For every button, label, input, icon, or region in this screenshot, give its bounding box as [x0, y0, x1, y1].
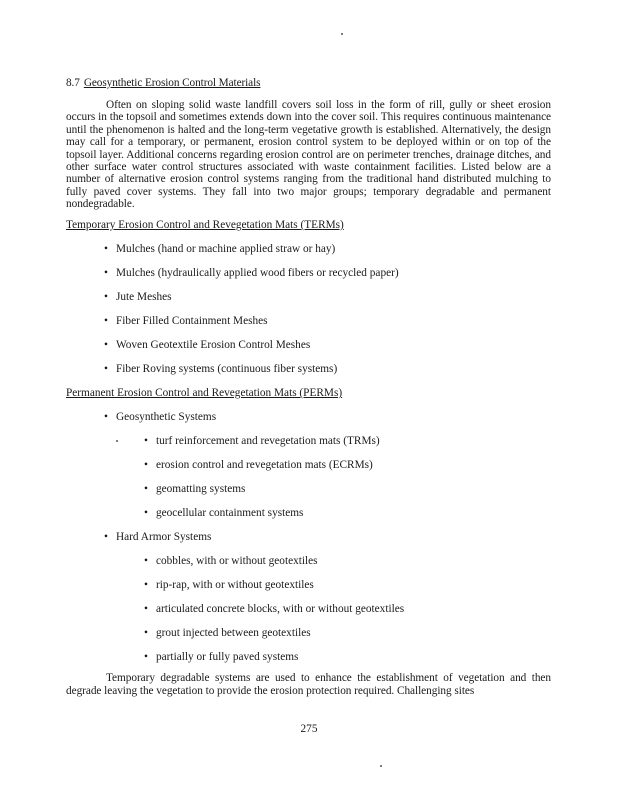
- list-item: [144, 483, 245, 495]
- bullet-icon: •: [104, 267, 108, 279]
- page-number: 275: [300, 723, 318, 735]
- group-label: Hard Armor Systems: [116, 531, 212, 543]
- bullet-icon: •: [104, 363, 108, 375]
- intro-paragraph: Often on sloping solid waste landfill covers soil loss in the form of rill, gully or sheet erosion occurs in the topsoil and sometimes extends down into the cover soil. This requires continuous maintenance until the phenomenon is halted and the long-term vegetative growth is established. Alternatively, the design may call for a temporary, or permanent, erosion control system to be deployed within or on top of the topsoil layer. Additional concerns regarding erosion control are on perimeter trenches, drainage ditches, and other surface water control structures associated with waste containment facilities. Listed below are a number of alternative erosion control systems ranging from the traditional hand distributed mulching to fully paved cover systems. They fall into two major groups; temporary degradable and permanent nondegradable.: [66, 99, 551, 211]
- list-item: [104, 339, 310, 351]
- list-item-label: cobbles, with or without geotextiles: [156, 555, 318, 567]
- list-item: [144, 651, 298, 663]
- list-item: [144, 435, 380, 447]
- scan-speck: [341, 33, 343, 35]
- bullet-icon: •: [144, 483, 148, 495]
- list-item: [104, 243, 335, 255]
- bullet-icon: •: [144, 579, 148, 591]
- list-item-label: rip-rap, with or without geotextiles: [156, 579, 314, 591]
- list-item-label: Mulches (hand or machine applied straw or hay): [116, 243, 336, 255]
- section-heading: [66, 77, 260, 89]
- bullet-icon: •: [144, 555, 148, 567]
- list-group-label: [104, 531, 211, 543]
- bullet-icon: •: [104, 291, 108, 303]
- list-item: [104, 291, 172, 303]
- list-item: [144, 507, 303, 519]
- list-item-label: Woven Geotextile Erosion Control Meshes: [116, 339, 311, 351]
- list-item-label: geomatting systems: [156, 483, 246, 495]
- list-item: [144, 579, 314, 591]
- bullet-icon: •: [104, 243, 108, 255]
- terms-heading: Temporary Erosion Control and Revegetation Mats (TERMs): [66, 219, 344, 231]
- list-item-label: geocellular containment systems: [156, 507, 304, 519]
- bullet-icon: •: [104, 339, 108, 351]
- section-number: 8.7: [66, 77, 80, 89]
- list-item: [144, 603, 404, 615]
- list-item-label: articulated concrete blocks, with or without geotextiles: [156, 603, 405, 615]
- list-item-label: Mulches (hydraulically applied wood fibers or recycled paper): [116, 267, 399, 279]
- bullet-icon: •: [144, 459, 148, 471]
- list-item-label: grout injected between geotextiles: [156, 627, 311, 639]
- scan-speck: [380, 765, 382, 767]
- list-item-label: Fiber Roving systems (continuous fiber systems): [116, 363, 338, 375]
- list-item: [144, 627, 311, 639]
- list-item-label: Fiber Filled Containment Meshes: [116, 315, 268, 327]
- bullet-icon: •: [104, 315, 108, 327]
- list-item: [144, 555, 318, 567]
- list-item-label: partially or fully paved systems: [156, 651, 299, 663]
- perms-heading: Permanent Erosion Control and Revegetation Mats (PERMs): [66, 387, 343, 399]
- scan-speck: [116, 440, 118, 442]
- closing-paragraph: Temporary degradable systems are used to enhance the establishment of vegetation and then degrade leaving the vegetation to provide the erosion protection required. Challenging sites: [66, 672, 551, 697]
- list-item: [104, 315, 268, 327]
- bullet-icon: •: [144, 435, 148, 447]
- bullet-icon: •: [104, 411, 108, 423]
- list-item: [104, 363, 337, 375]
- list-group-label: [104, 411, 216, 423]
- section-title: Geosynthetic Erosion Control Materials: [83, 77, 261, 89]
- list-item: [144, 459, 373, 471]
- bullet-icon: •: [144, 651, 148, 663]
- bullet-icon: •: [144, 507, 148, 519]
- list-item-label: turf reinforcement and revegetation mats (TRMs): [156, 435, 380, 447]
- list-item-label: Jute Meshes: [116, 291, 172, 303]
- group-label: Geosynthetic Systems: [116, 411, 217, 423]
- bullet-icon: •: [144, 603, 148, 615]
- bullet-icon: •: [144, 627, 148, 639]
- bullet-icon: •: [104, 531, 108, 543]
- list-item-label: erosion control and revegetation mats (ECRMs): [156, 459, 373, 471]
- list-item: [104, 267, 399, 279]
